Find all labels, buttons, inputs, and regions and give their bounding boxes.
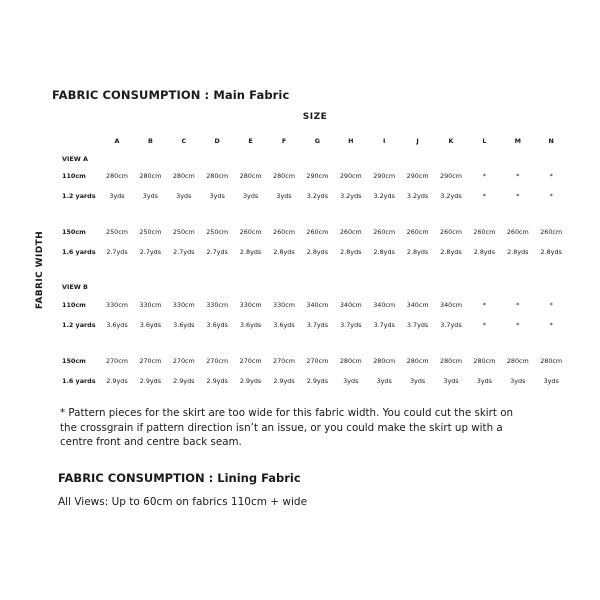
size-header-i: I: [382, 137, 386, 145]
size-header-h: H: [348, 137, 354, 145]
cm-cell: 340cm: [306, 301, 329, 309]
cm-cell: 340cm: [406, 301, 429, 309]
cm-cell: *: [516, 301, 520, 309]
yds-cell: 2.8yds: [440, 248, 462, 256]
yards-row-label: 1.2 yards: [62, 321, 96, 329]
cm-cell: 270cm: [273, 357, 295, 365]
yds-cell: 2.8yds: [373, 248, 395, 256]
yds-cell: 2.8yds: [540, 248, 562, 256]
cm-cell: 270cm: [206, 357, 229, 365]
yds-cell: 3.2yds: [406, 192, 429, 200]
view-label: VIEW B: [62, 283, 88, 291]
size-header-n: N: [548, 137, 554, 145]
yds-cell: 2.8yds: [340, 248, 362, 256]
yds-cell: 3.2yds: [340, 192, 362, 200]
yds-cell: 3.7yds: [306, 321, 329, 329]
yds-cell: 3.7yds: [340, 321, 362, 329]
yds-cell: 2.8yds: [507, 248, 529, 256]
yds-cell: 2.9yds: [239, 377, 262, 385]
size-header-m: M: [514, 137, 521, 145]
cm-cell: *: [549, 172, 553, 180]
size-header-d: D: [214, 137, 220, 145]
cm-cell: 270cm: [172, 357, 195, 365]
cm-cell: 280cm: [540, 357, 563, 365]
cm-cell: 260cm: [306, 228, 329, 236]
yds-cell: 3yds: [343, 377, 359, 385]
yds-cell: 3yds: [109, 192, 125, 200]
cm-cell: 270cm: [139, 357, 162, 365]
yds-cell: 2.8yds: [273, 248, 295, 256]
yds-cell: 3.6yds: [173, 321, 195, 329]
yds-cell: 2.8yds: [473, 248, 496, 256]
yards-row-label: 1.2 yards: [62, 192, 96, 200]
lining-fabric-title: FABRIC CONSUMPTION : Lining Fabric: [58, 471, 301, 485]
yds-cell: 2.8yds: [306, 248, 329, 256]
cm-cell: 330cm: [106, 301, 128, 309]
yards-row-label: 1.6 yards: [62, 377, 96, 385]
yds-cell: *: [516, 192, 520, 200]
cm-cell: 290cm: [373, 172, 396, 180]
cm-cell: *: [549, 301, 553, 309]
size-header-a: A: [114, 137, 120, 145]
cm-cell: *: [516, 172, 520, 180]
cm-cell: 260cm: [239, 228, 262, 236]
yds-cell: 3yds: [543, 377, 559, 385]
cm-cell: 290cm: [339, 172, 362, 180]
size-header-j: J: [416, 137, 419, 145]
size-heading: SIZE: [302, 112, 328, 122]
width-row-label: 150cm: [62, 357, 86, 365]
cm-cell: 330cm: [172, 301, 195, 309]
cm-cell: 260cm: [373, 228, 396, 236]
size-header-c: C: [181, 137, 187, 145]
yds-cell: *: [516, 321, 520, 329]
yds-cell: 3.6yds: [106, 321, 128, 329]
yds-cell: 2.7yds: [206, 248, 228, 256]
yds-cell: 3yds: [409, 377, 426, 385]
size-header-f: F: [281, 137, 287, 145]
width-row-label: 110cm: [62, 172, 86, 180]
yds-cell: 3.6yds: [239, 321, 262, 329]
yds-cell: 3.7yds: [373, 321, 395, 329]
cm-cell: 340cm: [440, 301, 462, 309]
cm-cell: 280cm: [440, 357, 462, 365]
yds-cell: 2.8yds: [239, 248, 262, 256]
yds-cell: 2.8yds: [406, 248, 429, 256]
yds-cell: *: [549, 192, 553, 200]
width-row-label: 110cm: [62, 301, 86, 309]
cm-cell: 280cm: [273, 172, 295, 180]
yds-cell: 3.2yds: [306, 192, 329, 200]
cm-cell: 260cm: [473, 228, 496, 236]
cm-cell: 250cm: [172, 228, 195, 236]
yds-cell: 3.7yds: [440, 321, 462, 329]
yds-cell: 3yds: [209, 192, 225, 200]
yds-cell: 3yds: [142, 192, 158, 200]
yds-cell: 2.7yds: [106, 248, 128, 256]
yds-cell: 3.7yds: [406, 321, 429, 329]
yds-cell: 3.2yds: [373, 192, 395, 200]
yds-cell: 3yds: [510, 377, 526, 385]
yds-cell: 2.7yds: [173, 248, 195, 256]
cm-cell: 260cm: [339, 228, 362, 236]
cm-cell: 250cm: [206, 228, 229, 236]
yds-cell: 3yds: [242, 192, 259, 200]
yds-cell: 3yds: [176, 192, 192, 200]
cm-cell: 280cm: [339, 357, 362, 365]
cm-cell: 330cm: [239, 301, 262, 309]
cm-cell: 250cm: [106, 228, 128, 236]
cm-cell: 290cm: [440, 172, 462, 180]
cm-cell: 280cm: [139, 172, 162, 180]
yds-cell: 2.9yds: [206, 377, 228, 385]
yds-cell: 3yds: [376, 377, 392, 385]
yds-cell: 2.9yds: [306, 377, 329, 385]
main-fabric-title: FABRIC CONSUMPTION : Main Fabric: [52, 88, 290, 102]
cm-cell: 270cm: [306, 357, 329, 365]
yds-cell: 2.9yds: [273, 377, 295, 385]
cm-cell: 290cm: [406, 172, 429, 180]
size-header-l: L: [482, 137, 487, 145]
cm-cell: 340cm: [373, 301, 396, 309]
yds-cell: 3.6yds: [273, 321, 295, 329]
yards-row-label: 1.6 yards: [62, 248, 96, 256]
cm-cell: 280cm: [406, 357, 429, 365]
cm-cell: 250cm: [139, 228, 162, 236]
cm-cell: 280cm: [106, 172, 128, 180]
yds-cell: 2.9yds: [139, 377, 162, 385]
size-header-g: G: [314, 137, 321, 145]
cm-cell: *: [482, 301, 486, 309]
yds-cell: *: [482, 321, 486, 329]
view-label: VIEW A: [62, 155, 88, 163]
cm-cell: 280cm: [172, 172, 195, 180]
cm-cell: 280cm: [373, 357, 396, 365]
skirt-note: * Pattern pieces for the skirt are too wide for this fabric width. You could cut the skirt on the crossgrain if pattern direction isn’t an issue, or you could make the skirt up with a centre front and centre back seam.: [60, 407, 514, 448]
lining-fabric-text: All Views: Up to 60cm on fabrics 110cm + wide: [58, 496, 308, 508]
yds-cell: 3.2yds: [440, 192, 462, 200]
cm-cell: 330cm: [206, 301, 229, 309]
yds-cell: 3.6yds: [206, 321, 228, 329]
cm-cell: 270cm: [239, 357, 262, 365]
cm-cell: 260cm: [406, 228, 429, 236]
cm-cell: *: [482, 172, 486, 180]
yds-cell: *: [549, 321, 553, 329]
cm-cell: 270cm: [106, 357, 128, 365]
width-row-label: 150cm: [62, 228, 86, 236]
cm-cell: 260cm: [540, 228, 563, 236]
size-header-e: E: [248, 137, 253, 145]
yds-cell: 2.9yds: [173, 377, 195, 385]
yds-cell: 2.7yds: [139, 248, 162, 256]
size-header-b: B: [147, 137, 153, 145]
cm-cell: 260cm: [273, 228, 295, 236]
cm-cell: 280cm: [206, 172, 229, 180]
size-header-k: K: [448, 137, 454, 145]
yds-cell: 3.6yds: [139, 321, 162, 329]
yds-cell: 3yds: [276, 192, 292, 200]
cm-cell: 290cm: [306, 172, 329, 180]
cm-cell: 330cm: [273, 301, 295, 309]
cm-cell: 280cm: [239, 172, 262, 180]
fabric-width-label: FABRIC WIDTH: [35, 230, 45, 310]
cm-cell: 330cm: [139, 301, 162, 309]
cm-cell: 260cm: [440, 228, 462, 236]
yds-cell: 3yds: [476, 377, 492, 385]
yds-cell: *: [482, 192, 486, 200]
cm-cell: 280cm: [473, 357, 496, 365]
cm-cell: 280cm: [506, 357, 529, 365]
cm-cell: 260cm: [506, 228, 529, 236]
cm-cell: 340cm: [339, 301, 362, 309]
yds-cell: 3yds: [443, 377, 459, 385]
yds-cell: 2.9yds: [106, 377, 128, 385]
